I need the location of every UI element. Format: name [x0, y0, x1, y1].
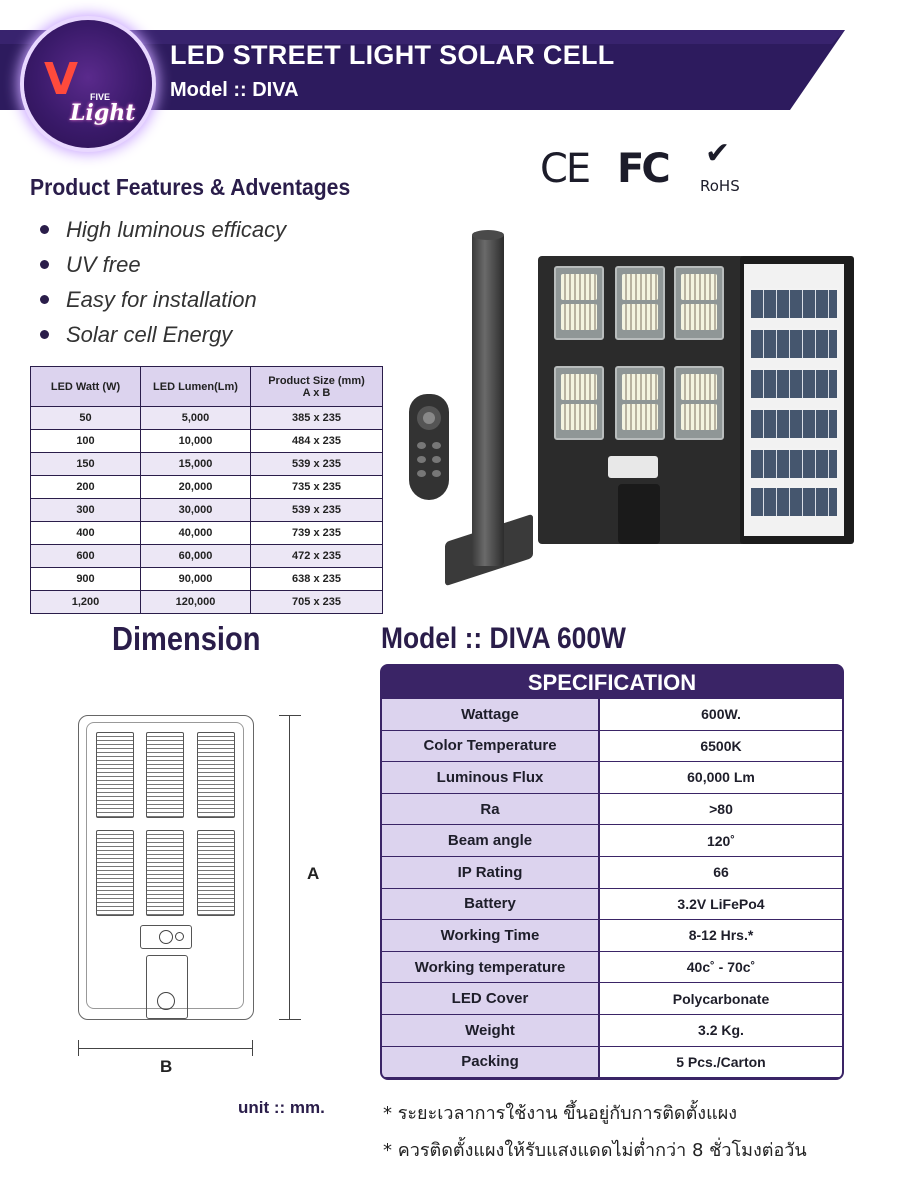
- rohs-check-icon: ✔: [705, 136, 731, 171]
- spec-label: Working Time: [382, 920, 600, 951]
- spec-label: LED Cover: [382, 983, 600, 1014]
- feature-item: High luminous efficacy: [40, 212, 286, 247]
- size-table-cell: 60,000: [141, 545, 251, 568]
- size-table-cell: 15,000: [141, 453, 251, 476]
- spec-value: 120˚: [600, 825, 842, 856]
- spec-row: [382, 982, 842, 1014]
- spec-row: [382, 761, 842, 793]
- model-subtitle: Model :: DIVA: [170, 79, 299, 101]
- size-table-cell: 385 x 235: [251, 407, 383, 430]
- size-table-cell: 50: [31, 407, 141, 430]
- spec-value: 60,000 Lm: [600, 762, 842, 793]
- spec-value: 8-12 Hrs.*: [600, 920, 842, 951]
- size-table-cell: 30,000: [141, 499, 251, 522]
- brand-logo: V FIVE Light: [24, 20, 152, 148]
- spec-value: 40c˚ - 70c˚: [600, 952, 842, 983]
- dimension-line-a: [289, 715, 290, 1020]
- size-table-cell: 539 x 235: [251, 453, 383, 476]
- logo-five-text: FIVE: [90, 92, 111, 102]
- size-table-cell: 200: [31, 476, 141, 499]
- specification-table: [380, 664, 844, 1080]
- size-table-cell: 900: [31, 568, 141, 591]
- note-usage-time: * ระยะเวลาการใช้งาน ขึ้นอยู่กับการติดตั้งแผง: [383, 1103, 738, 1124]
- bullet-icon: [40, 330, 49, 339]
- size-table-row: [31, 453, 383, 476]
- size-table-cell: 150: [31, 453, 141, 476]
- size-table-row: [31, 591, 383, 614]
- dimension-heading: Dimension: [112, 620, 261, 657]
- size-table-cell: 40,000: [141, 522, 251, 545]
- mounting-pole: [472, 232, 504, 566]
- size-table-cell: 10,000: [141, 430, 251, 453]
- battery-box: [146, 955, 188, 1019]
- features-heading: Product Features & Adventages: [30, 174, 351, 200]
- spec-value: 5 Pcs./Carton: [600, 1047, 842, 1078]
- feature-item: Easy for installation: [40, 282, 286, 317]
- size-table-row: [31, 568, 383, 591]
- size-table-cell: 638 x 235: [251, 568, 383, 591]
- spec-label: IP Rating: [382, 857, 600, 888]
- spec-label: Working temperature: [382, 952, 600, 983]
- logo-light-text: Light: [70, 100, 136, 126]
- spec-label: Weight: [382, 1015, 600, 1046]
- led-module-grid: [96, 732, 246, 922]
- col-header-lumen: LED Lumen(Lm): [141, 367, 251, 407]
- features-list: [40, 212, 286, 352]
- spec-row: [382, 1014, 842, 1046]
- size-table-row: [31, 407, 383, 430]
- rohs-mark: RoHS: [700, 177, 740, 195]
- size-table-row: [31, 499, 383, 522]
- size-table-cell: 484 x 235: [251, 430, 383, 453]
- sensor-box: [140, 925, 192, 949]
- size-table-row: [31, 476, 383, 499]
- unit-label: unit :: mm.: [238, 1098, 325, 1117]
- size-table-row: [31, 545, 383, 568]
- size-table-cell: 739 x 235: [251, 522, 383, 545]
- size-table-row: [31, 522, 383, 545]
- spec-label: Luminous Flux: [382, 762, 600, 793]
- spec-label: Battery: [382, 889, 600, 920]
- size-table-cell: 20,000: [141, 476, 251, 499]
- size-table-cell: 539 x 235: [251, 499, 383, 522]
- solar-panel: [740, 256, 854, 544]
- size-table-cell: 705 x 235: [251, 591, 383, 614]
- size-table: [30, 366, 383, 614]
- bullet-icon: [40, 295, 49, 304]
- pole-top: [472, 230, 504, 240]
- spec-row: [382, 856, 842, 888]
- feature-item: Solar cell Energy: [40, 317, 286, 352]
- spec-value: 6500K: [600, 731, 842, 762]
- spec-label: Beam angle: [382, 825, 600, 856]
- size-table-cell: 400: [31, 522, 141, 545]
- size-table-row: [31, 430, 383, 453]
- spec-value: 3.2V LiFePo4: [600, 889, 842, 920]
- page-title: LED STREET LIGHT SOLAR CELL: [170, 40, 615, 70]
- spec-value: Polycarbonate: [600, 983, 842, 1014]
- bullet-icon: [40, 260, 49, 269]
- size-table-cell: 300: [31, 499, 141, 522]
- spec-row: [382, 919, 842, 951]
- size-table-cell: 472 x 235: [251, 545, 383, 568]
- specification-title: SPECIFICATION: [382, 666, 842, 698]
- spec-row: [382, 698, 842, 730]
- spec-row: [382, 1046, 842, 1078]
- fcc-mark: FC: [617, 146, 668, 192]
- spec-row: [382, 730, 842, 762]
- dimension-line-b: [78, 1048, 252, 1049]
- lamp-body: [538, 256, 746, 544]
- spec-label: Ra: [382, 794, 600, 825]
- note-sunlight: * ควรติดตั้งแผงให้รับแสงแดดไม่ต่ำกว่า 8 ชั่วโมงต่อวัน: [383, 1140, 807, 1161]
- spec-row: [382, 824, 842, 856]
- spec-value: >80: [600, 794, 842, 825]
- size-table-cell: 90,000: [141, 568, 251, 591]
- spec-row: [382, 888, 842, 920]
- size-table-cell: 600: [31, 545, 141, 568]
- size-table-cell: 5,000: [141, 407, 251, 430]
- ce-mark: CE: [540, 146, 590, 192]
- spec-label: Packing: [382, 1047, 600, 1078]
- model-heading: Model :: DIVA 600W: [381, 622, 626, 655]
- spec-row: [382, 951, 842, 983]
- size-table-cell: 120,000: [141, 591, 251, 614]
- spec-row: [382, 793, 842, 825]
- remote-control-icon: [409, 394, 449, 500]
- dimension-label-b: B: [160, 1057, 173, 1076]
- spec-label: Wattage: [382, 699, 600, 730]
- bullet-icon: [40, 225, 49, 234]
- col-header-size: Product Size (mm) A x B: [251, 367, 383, 407]
- spec-value: 66: [600, 857, 842, 888]
- spec-label: Color Temperature: [382, 731, 600, 762]
- size-table-cell: 1,200: [31, 591, 141, 614]
- size-table-cell: 735 x 235: [251, 476, 383, 499]
- feature-item: UV free: [40, 247, 286, 282]
- size-table-cell: 100: [31, 430, 141, 453]
- dimension-label-a: A: [307, 864, 320, 883]
- spec-value: 600W.: [600, 699, 842, 730]
- col-header-watt: LED Watt (W): [31, 367, 141, 407]
- spec-value: 3.2 Kg.: [600, 1015, 842, 1046]
